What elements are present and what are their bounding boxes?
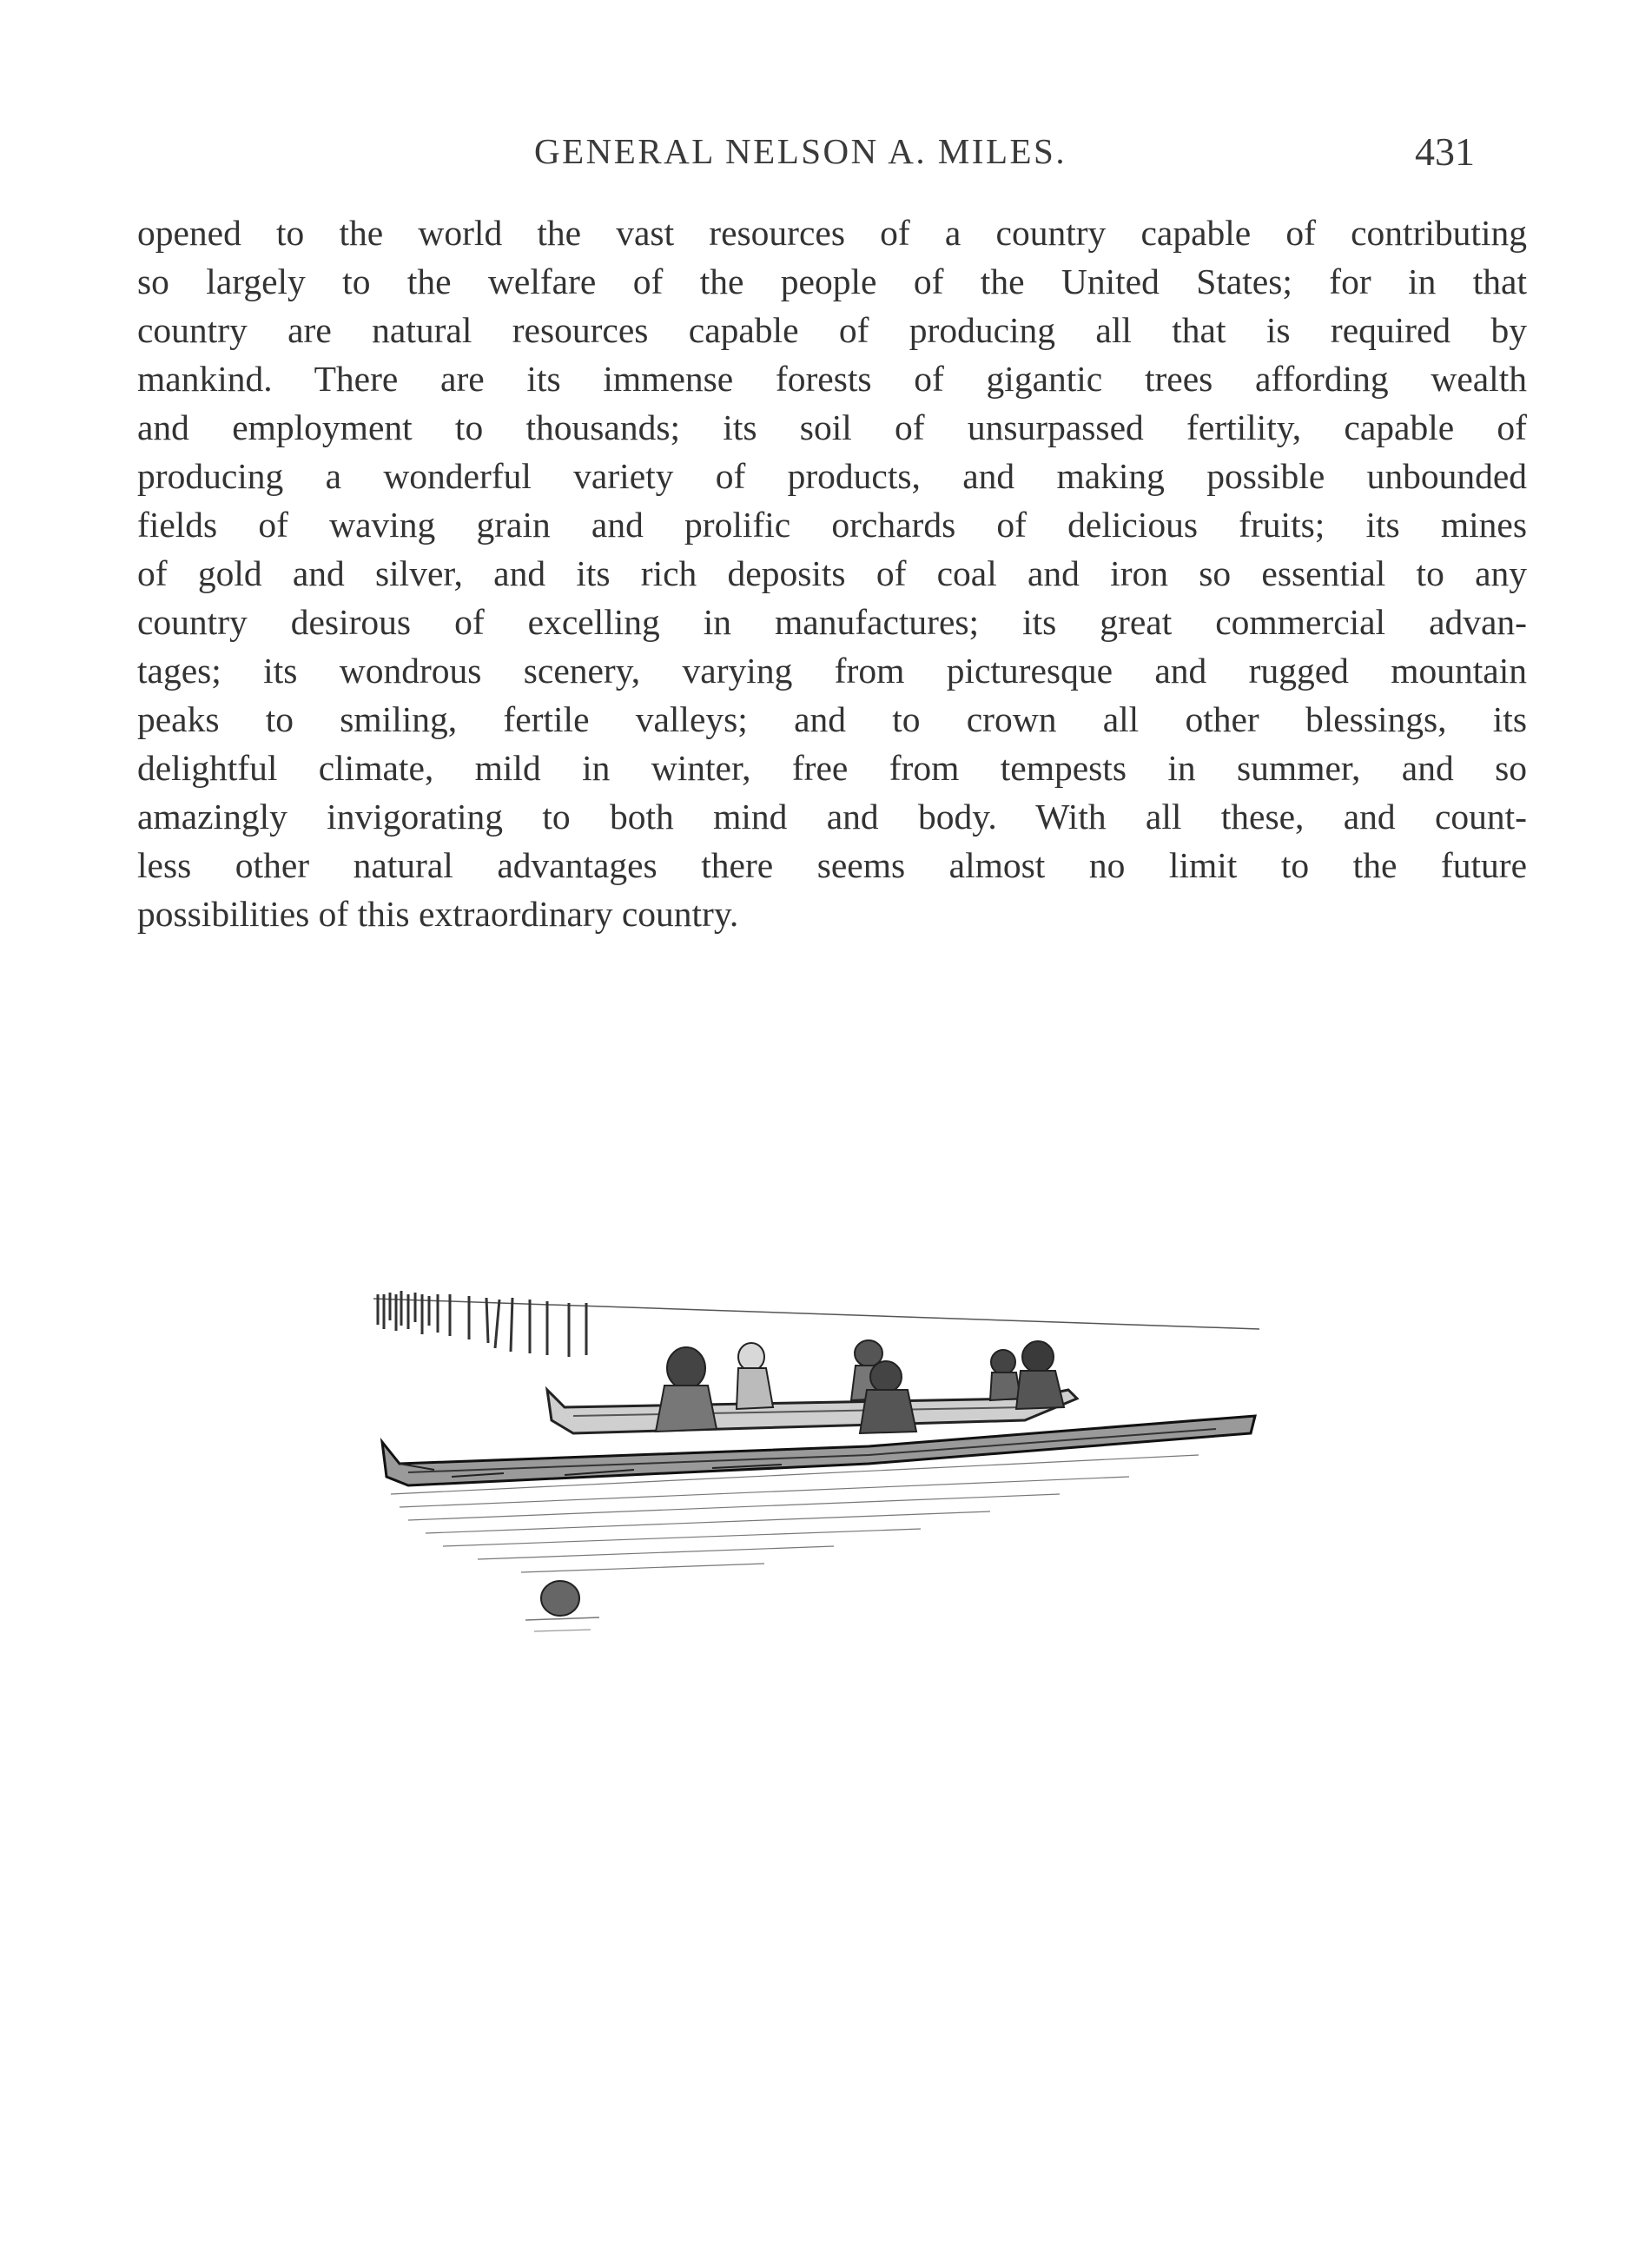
drying-rack bbox=[373, 1291, 1259, 1357]
text-line: mankind. There are its immense forests of gigantic trees affording wealth bbox=[137, 359, 1527, 399]
text-line: opened to the world the vast resources of a country capable of contributing bbox=[137, 213, 1527, 253]
kayak-illustration bbox=[347, 1268, 1346, 1685]
running-title: GENERAL NELSON A. MILES. bbox=[534, 131, 1067, 171]
text-line: and employment to thousands; its soil of unsurpassed fertility, capable of bbox=[137, 407, 1527, 447]
text-line: possibilities of this extraordinary country. bbox=[137, 894, 739, 934]
text-line: so largely to the welfare of the people of the United States; for in that bbox=[137, 261, 1527, 301]
text-line: amazingly invigorating to both mind and body. With all these, and count- bbox=[137, 797, 1527, 837]
text-line: less other natural advantages there seems almost no limit to the future bbox=[137, 845, 1527, 885]
text-line: tages; its wondrous scenery, varying from picturesque and rugged mountain bbox=[137, 651, 1527, 691]
text-line: of gold and silver, and its rich deposits of coal and iron so essential to any bbox=[137, 553, 1527, 593]
text-line: producing a wonderful variety of products, and making possible unbounded bbox=[137, 456, 1527, 496]
body-text bbox=[137, 208, 1527, 938]
text-line: country are natural resources capable of producing all that is required by bbox=[137, 310, 1527, 350]
page-number: 431 bbox=[1415, 129, 1475, 174]
text-line: delightful climate, mild in winter, free from tempests in summer, and so bbox=[137, 748, 1527, 788]
text-line: fields of waving grain and prolific orchards of delicious fruits; its mines bbox=[137, 505, 1527, 545]
running-head bbox=[137, 130, 1527, 182]
seal-head bbox=[525, 1581, 599, 1631]
text-line: peaks to smiling, fertile valleys; and to crown all other blessings, its bbox=[137, 699, 1527, 739]
text-line: country desirous of excelling in manufactures; its great commercial advan- bbox=[137, 602, 1527, 642]
